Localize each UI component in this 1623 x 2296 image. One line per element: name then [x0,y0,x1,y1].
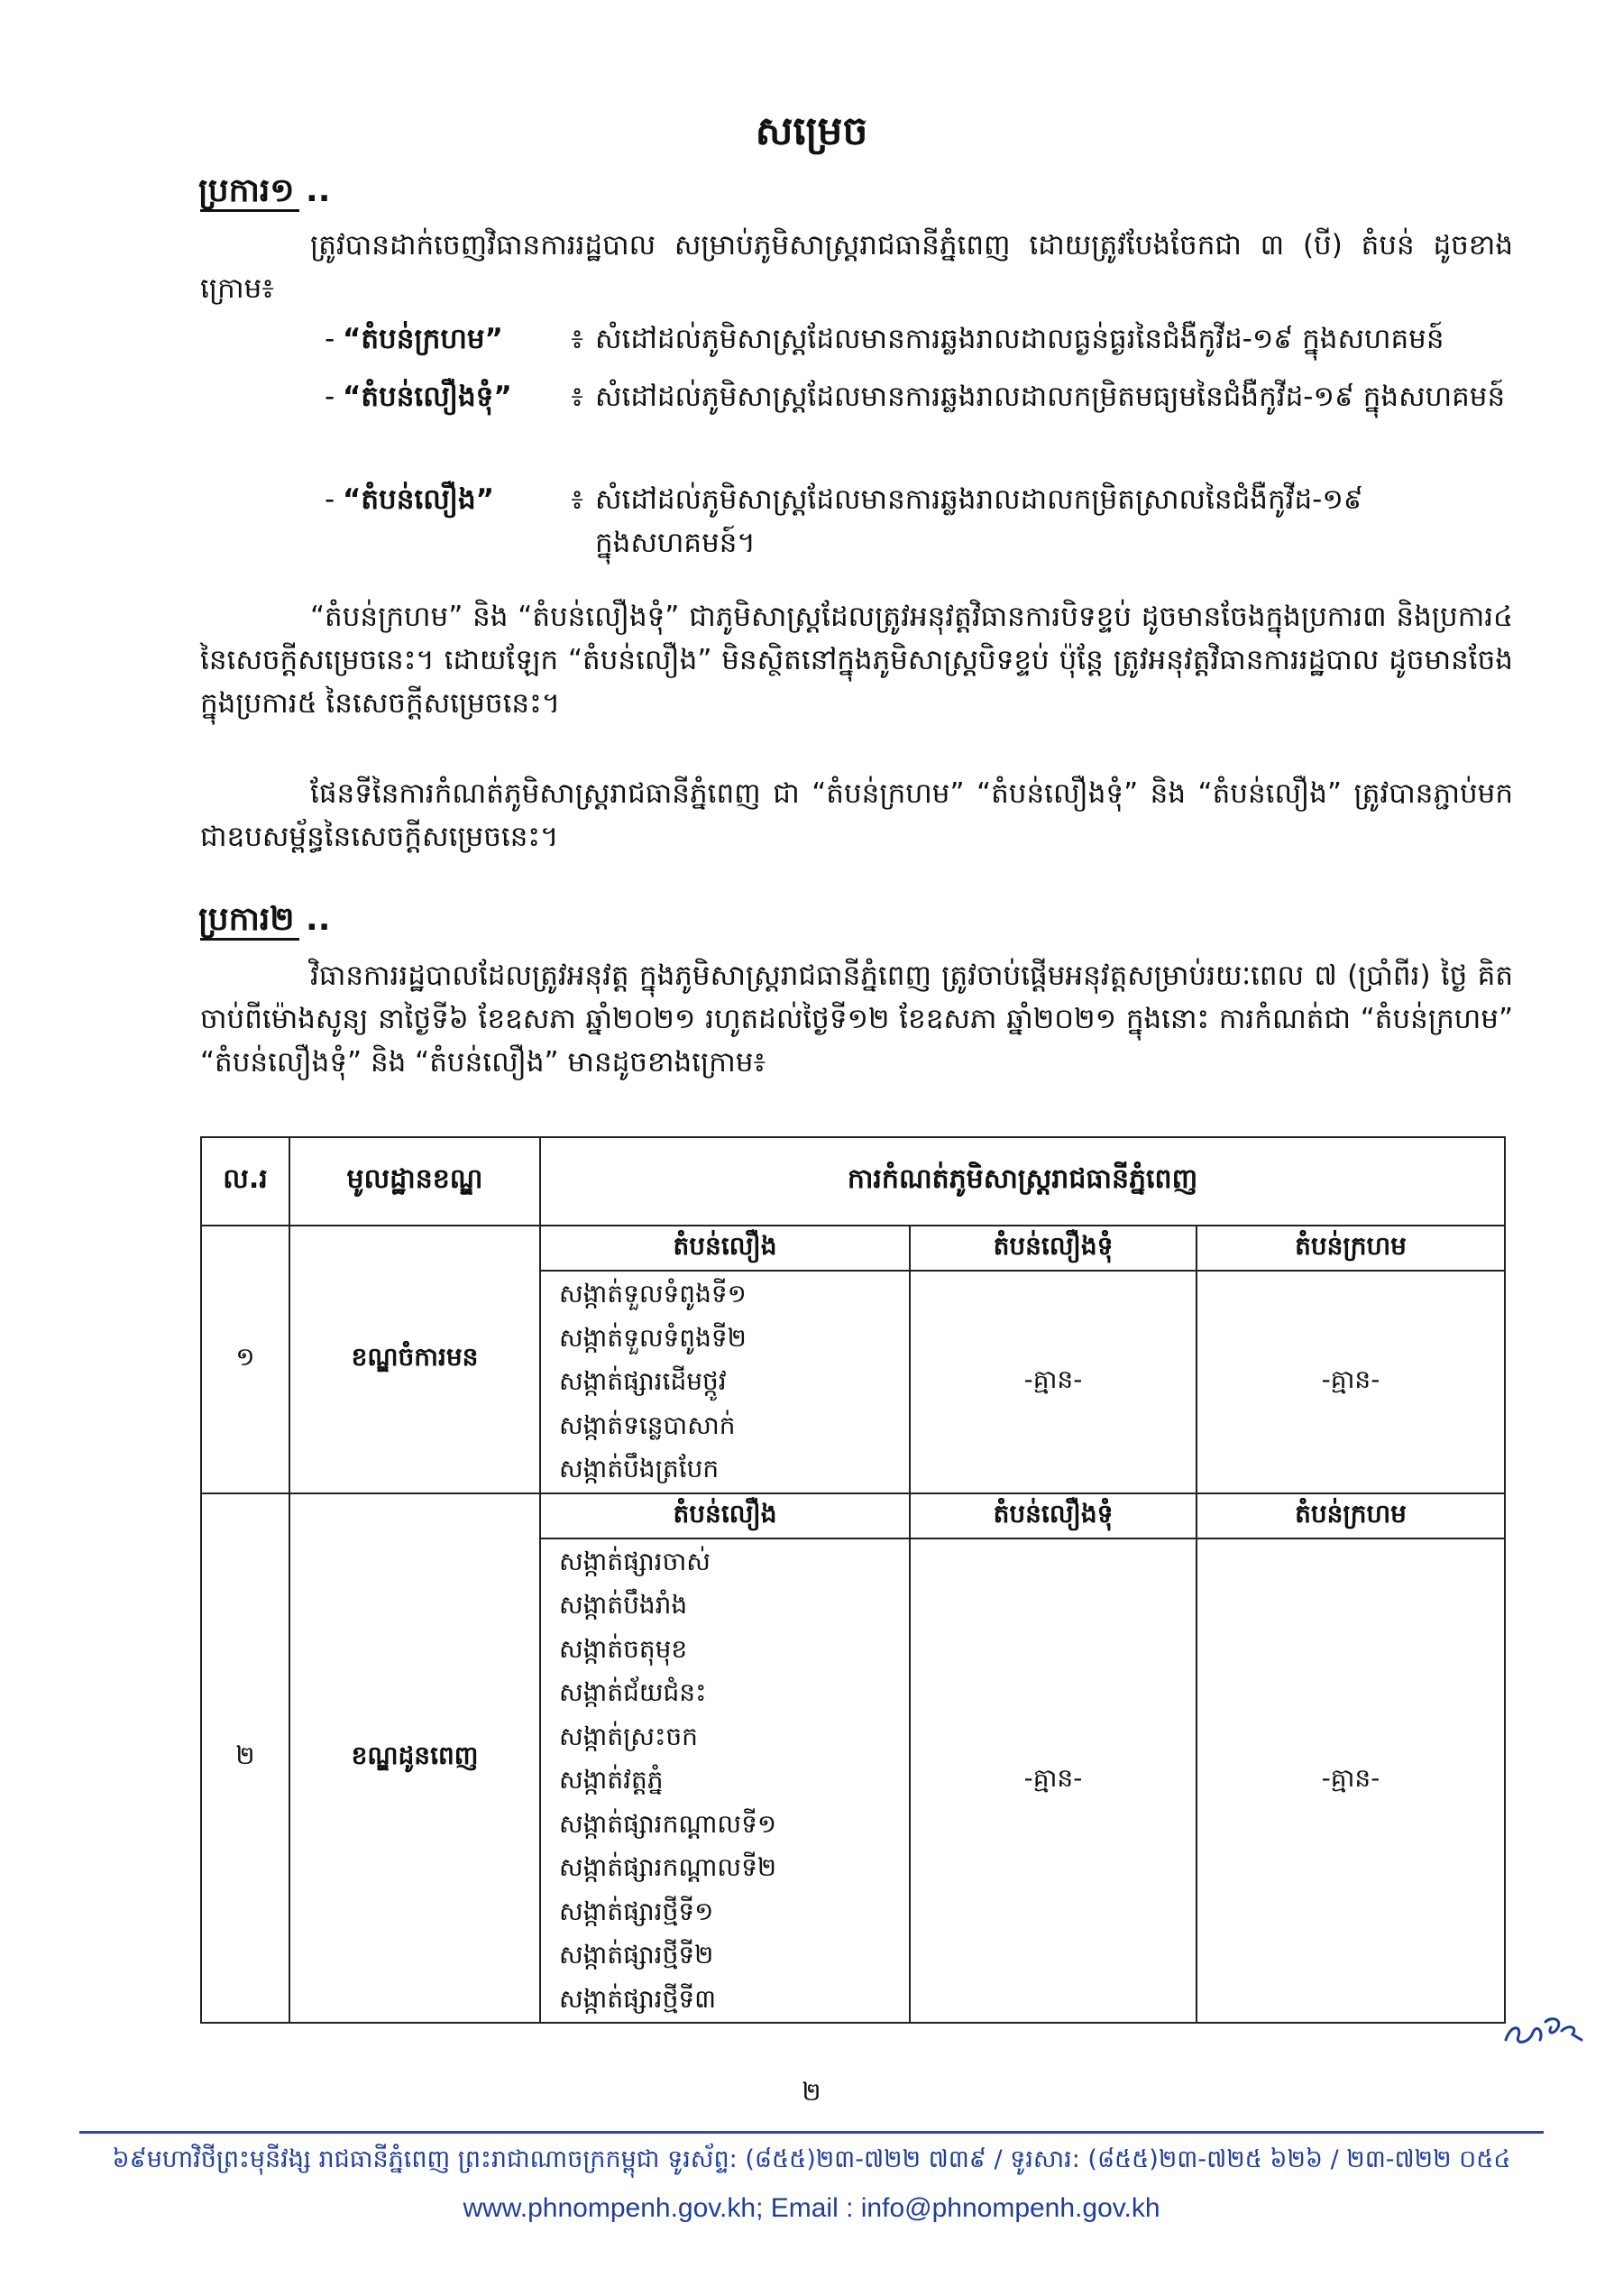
document-title: សម្រេច [755,108,868,154]
list-item: សង្កាត់ទួលទំពូងទី២ [559,1322,747,1353]
zone-description: សំដៅដល់ភូមិសាស្ត្រដែលមានការឆ្លងរាលដាលកម្រិតមធ្យមនៃជំងឺកូវីដ-១៩ ក្នុងសហគមន៍ [595,381,1506,413]
article-1-paragraph-3: ផែនទីនៃការកំណត់ភូមិសាស្ត្ររាជធានីភ្នំពេញ ជា “តំបន់ក្រហម” “តំបន់លឿងទុំ” និង “តំបន់លឿង” ត្រូវបានភ្ជាប់មកជាឧបសម្ព័ន្ធនៃសេចក្តីសម្រេចនេះ។ [200,777,1513,853]
table-subheader-row [201,1226,1505,1271]
table-subheader-row [201,1493,1505,1538]
list-item: សង្កាត់ផ្សារចាស់ [559,1546,711,1576]
article-1-intro: ត្រូវបានដាក់ចេញវិធានការរដ្ឋបាល សម្រាប់ភូមិសាស្ត្ររាជធានីភ្នំពេញ ដោយត្រូវបែងចែកជា ៣ (បី) តំបន់ ដូចខាងក្រោម៖ [200,229,1513,305]
list-item: សង្កាត់ផ្សារកណ្តាលទី២ [559,1852,777,1883]
zone-dark-yellow-row [325,375,1515,418]
zone-description: សំដៅដល់ភូមិសាស្ត្រដែលមានការឆ្លងរាលដាលកម្រិតស្រាលនៃជំងឺកូវីដ-១៩ ក្នុងសហគមន៍។ [595,483,1363,559]
subheader-red: តំបន់ក្រហម [1197,1493,1505,1538]
header-zoning: ការកំណត់ភូមិសាស្ត្ររាជធានីភ្នំពេញ [540,1137,1505,1226]
list-item: សង្កាត់ទួលទំពូងទី១ [559,1279,747,1309]
yellow-zone-list [540,1271,910,1493]
zone-colon: ៖ [571,483,583,516]
row-number: ២ [201,1493,289,2023]
zone-name: “តំបន់លឿង” [343,483,495,516]
table-header-row [201,1137,1505,1226]
zone-colon: ៖ [571,381,583,413]
list-item: សង្កាត់ផ្សារកណ្តាលទី១ [559,1808,777,1839]
subheader-dark-yellow: តំបន់លឿងទុំ [910,1493,1197,1538]
header-number: ល.រ [201,1137,289,1226]
footer-address: ៦៩មហាវិថីព្រះមុនីវង្ស រាជធានីភ្នំពេញ ព្រះរាជាណាចក្រកម្ពុជា ទូរស័ព្ទ: (៨៥៥)២៣-៧២២ ៧៣៩ / ទូរសារ: (៨៥៥)២៣-៧២៥ ៦២៦ / ២៣-៧២២ ០៥៤ [112,2145,1511,2173]
list-item: សង្កាត់ផ្សារថ្មីទី២ [559,1940,714,1970]
zone-table [200,1136,1506,2024]
list-item: សង្កាត់ជ័យជំនះ [559,1677,707,1708]
zone-dash: - [325,323,335,355]
zone-yellow-row [325,478,1515,565]
article-2-label: ប្រការ២ .. [198,901,331,938]
article-2-paragraph: វិធានការរដ្ឋបាលដែលត្រូវអនុវត្ត ក្នុងភូមិសាស្ត្ររាជធានីភ្នំពេញ ត្រូវចាប់ផ្តើមអនុវត្តសម្រាប់រយៈពេល ៧ (ប្រាំពីរ) ថ្ងៃ គិតចាប់ពីម៉ោងសូន្យ នាថ្ងៃទី៦ ខែឧសភា ឆ្នាំ២០២១ រហូតដល់ថ្ងៃទី១២ ខែឧសភា ឆ្នាំ២០២១ ក្នុងនោះ ការកំណត់ជា “តំបន់ក្រហម” “តំបន់លឿងទុំ” និង “តំបន់លឿង” មានដូចខាងក្រោម៖ [200,960,1513,1079]
list-item: សង្កាត់ស្រះចក [559,1721,698,1751]
list-item: សង្កាត់បឹងរាំង [559,1590,688,1621]
dark-yellow-zone-value: -គ្មាន- [910,1271,1197,1493]
list-item: សង្កាត់ផ្សារថ្មីទី១ [559,1896,714,1926]
footer-divider [79,2131,1544,2134]
zone-dash: - [325,483,335,516]
zone-description: សំដៅដល់ភូមិសាស្ត្រដែលមានការឆ្លងរាលដាលធ្ងន់ធ្ងរនៃជំងឺកូវីដ-១៩ ក្នុងសហគមន៍ [595,323,1444,355]
list-item: សង្កាត់ចតុមុខ [559,1633,688,1664]
zone-colon: ៖ [571,323,583,355]
page-number: ២ [802,2077,821,2107]
red-zone-value: -គ្មាន- [1197,1271,1505,1493]
article-1-paragraph-2: “តំបន់ក្រហម” និង “តំបន់លឿងទុំ” ជាភូមិសាស្ត្រដែលត្រូវអនុវត្តវិធានការបិទខ្ទប់ ដូចមានចែងក្នុងប្រការ៣ និងប្រការ៤ នៃសេចក្តីសម្រេចនេះ។ ដោយឡែក “តំបន់លឿង” មិនស្ថិតនៅក្នុងភូមិសាស្ត្របិទខ្ទប់ ប៉ុន្តែ ត្រូវអនុវត្តវិធានការរដ្ឋបាល ដូចមានចែងក្នុងប្រការ៥ នៃសេចក្តីសម្រេចនេះ។ [200,601,1513,720]
row-number: ១ [201,1226,289,1493]
red-zone-value: -គ្មាន- [1197,1538,1505,2023]
initials-signature [1499,2004,1589,2058]
zone-red-row [325,317,1515,361]
subheader-dark-yellow: តំបន់លឿងទុំ [910,1226,1197,1271]
list-item: សង្កាត់ទន្លេបាសាក់ [559,1410,736,1440]
article-1-label: ប្រការ១ .. [198,172,331,209]
subheader-yellow: តំបន់លឿង [540,1493,910,1538]
footer-web: www.phnompenh.gov.kh; Email : info@phnompenh.gov.kh [463,2193,1160,2223]
article-1-underline [200,209,299,212]
article-2-underline [200,938,299,941]
yellow-zone-list [540,1538,910,2023]
list-item: សង្កាត់វត្តភ្នំ [559,1765,664,1795]
list-item: សង្កាត់ផ្សារដើមថ្កូវ [559,1366,727,1397]
zone-name: “តំបន់ក្រហម” [343,323,503,355]
subheader-yellow: តំបន់លឿង [540,1226,910,1271]
row-district: ខណ្ឌចំការមន [289,1226,540,1493]
subheader-red: តំបន់ក្រហម [1197,1226,1505,1271]
dark-yellow-zone-value: -គ្មាន- [910,1538,1197,2023]
row-district: ខណ្ឌដូនពេញ [289,1493,540,2023]
list-item: សង្កាត់ផ្សារថ្មីទី៣ [559,1983,717,2014]
list-item: សង្កាត់បឹងត្របែក [559,1454,720,1484]
zone-name: “តំបន់លឿងទុំ” [343,381,512,413]
zone-dash: - [325,381,335,413]
header-district: មូលដ្ឋានខណ្ឌ [289,1137,540,1226]
